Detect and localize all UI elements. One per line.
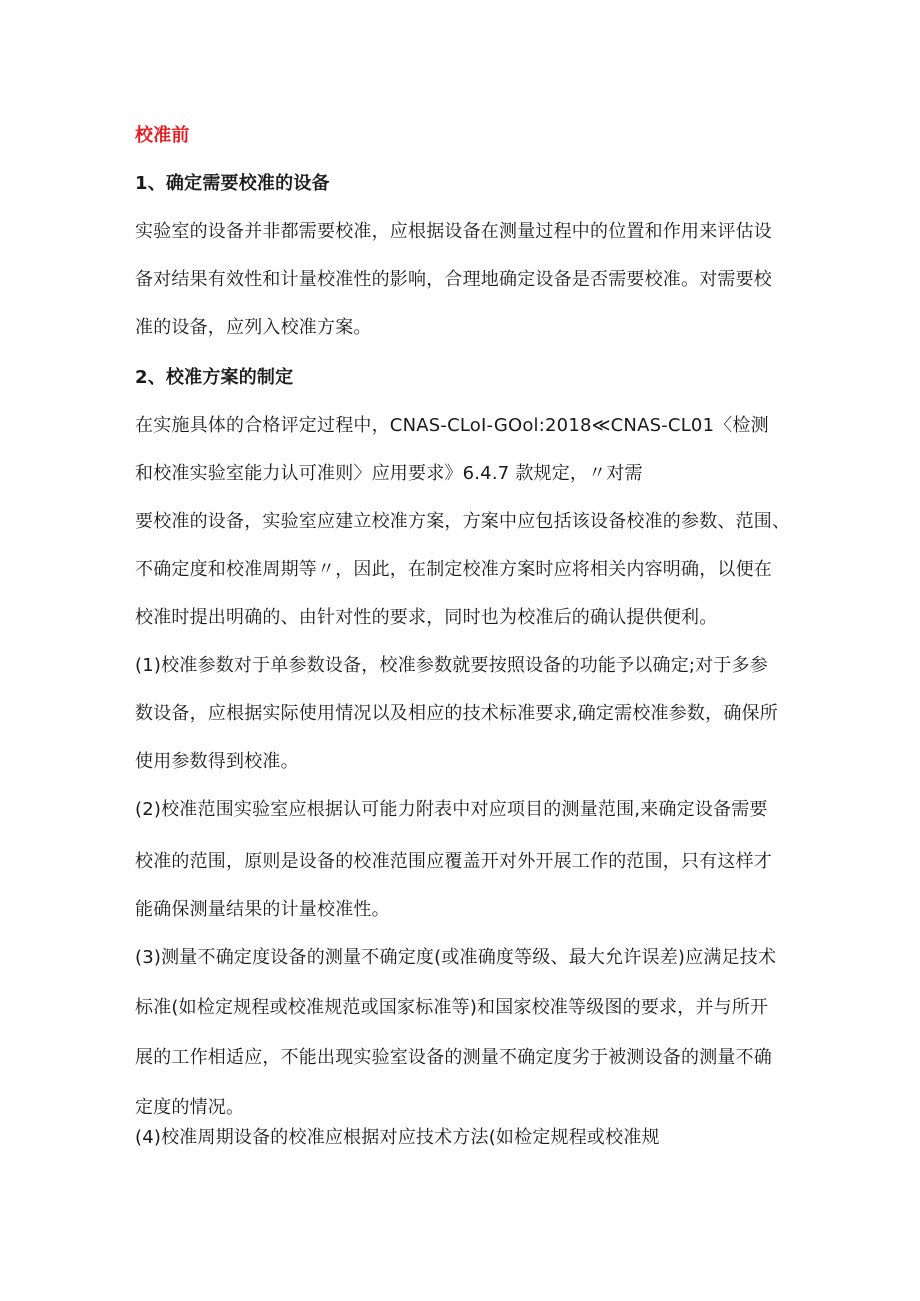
paragraph-line: 备对结果有效性和计量校准性的影响，合理地确定设备是否需要校准。对需要校	[135, 269, 772, 290]
item-2-line: 校准的范围，原则是设备的校准范围应覆盖开对外开展工作的范围，只有这样才	[135, 851, 772, 872]
item-4-line: (4)校准周期设备的校准应根据对应技术方法(如检定规程或校准规	[135, 1127, 660, 1148]
item-3-line: 展的工作相适应，不能出现实验室设备的测量不确定度劣于被测设备的测量不确	[135, 1047, 772, 1068]
item-1-line: (1)校准参数对于单参数设备，校准参数就要按照设备的功能予以确定;对于多参	[135, 655, 768, 676]
paragraph-line: 实验室的设备并非都需要校准，应根据设备在测量过程中的位置和作用来评估设	[135, 221, 772, 242]
item-1-line: 数设备，应根据实际使用情况以及相应的技术标准要求,确定需校准参数，确保所	[135, 703, 778, 724]
section-1-heading: 1、确定需要校准的设备	[135, 173, 330, 194]
paragraph-line: 准的设备，应列入校准方案。	[135, 317, 372, 338]
paragraph-line: 要校准的设备，实验室应建立校准方案，方案中应包括该设备校准的参数、范围、	[135, 511, 791, 532]
document-title: 校准前	[135, 125, 190, 146]
item-2-line: (2)校准范围实验室应根据认可能力附表中对应项目的测量范围,来确定设备需要	[135, 799, 768, 820]
item-3-line: 标准(如检定规程或校准规范或国家标准等)和国家校准等级图的要求，并与所开	[135, 997, 769, 1018]
paragraph-line: 和校准实验室能力认可准则〉应用要求》6.4.7 款规定，〃对需	[135, 463, 643, 484]
item-3-line: (3)测量不确定度设备的测量不确定度(或准确度等级、最大允许误差)应满足技术	[135, 947, 777, 968]
item-2-line: 能确保测量结果的计量校准性。	[135, 899, 390, 920]
paragraph-line: 校准时提出明确的、由针对性的要求，同时也为校准后的确认提供便利。	[135, 607, 718, 628]
item-1-line: 使用参数得到校准。	[135, 751, 299, 772]
section-2-heading: 2、校准方案的制定	[135, 367, 294, 388]
paragraph-line: 在实施具体的合格评定过程中，CNAS-CLoI-GOol:2018≪CNAS-CL01〈检测	[135, 415, 769, 436]
paragraph-line: 不确定度和校准周期等〃，因此，在制定校准方案时应将相关内容明确，以便在	[135, 559, 772, 580]
item-3-line: 定度的情况。	[135, 1097, 245, 1118]
